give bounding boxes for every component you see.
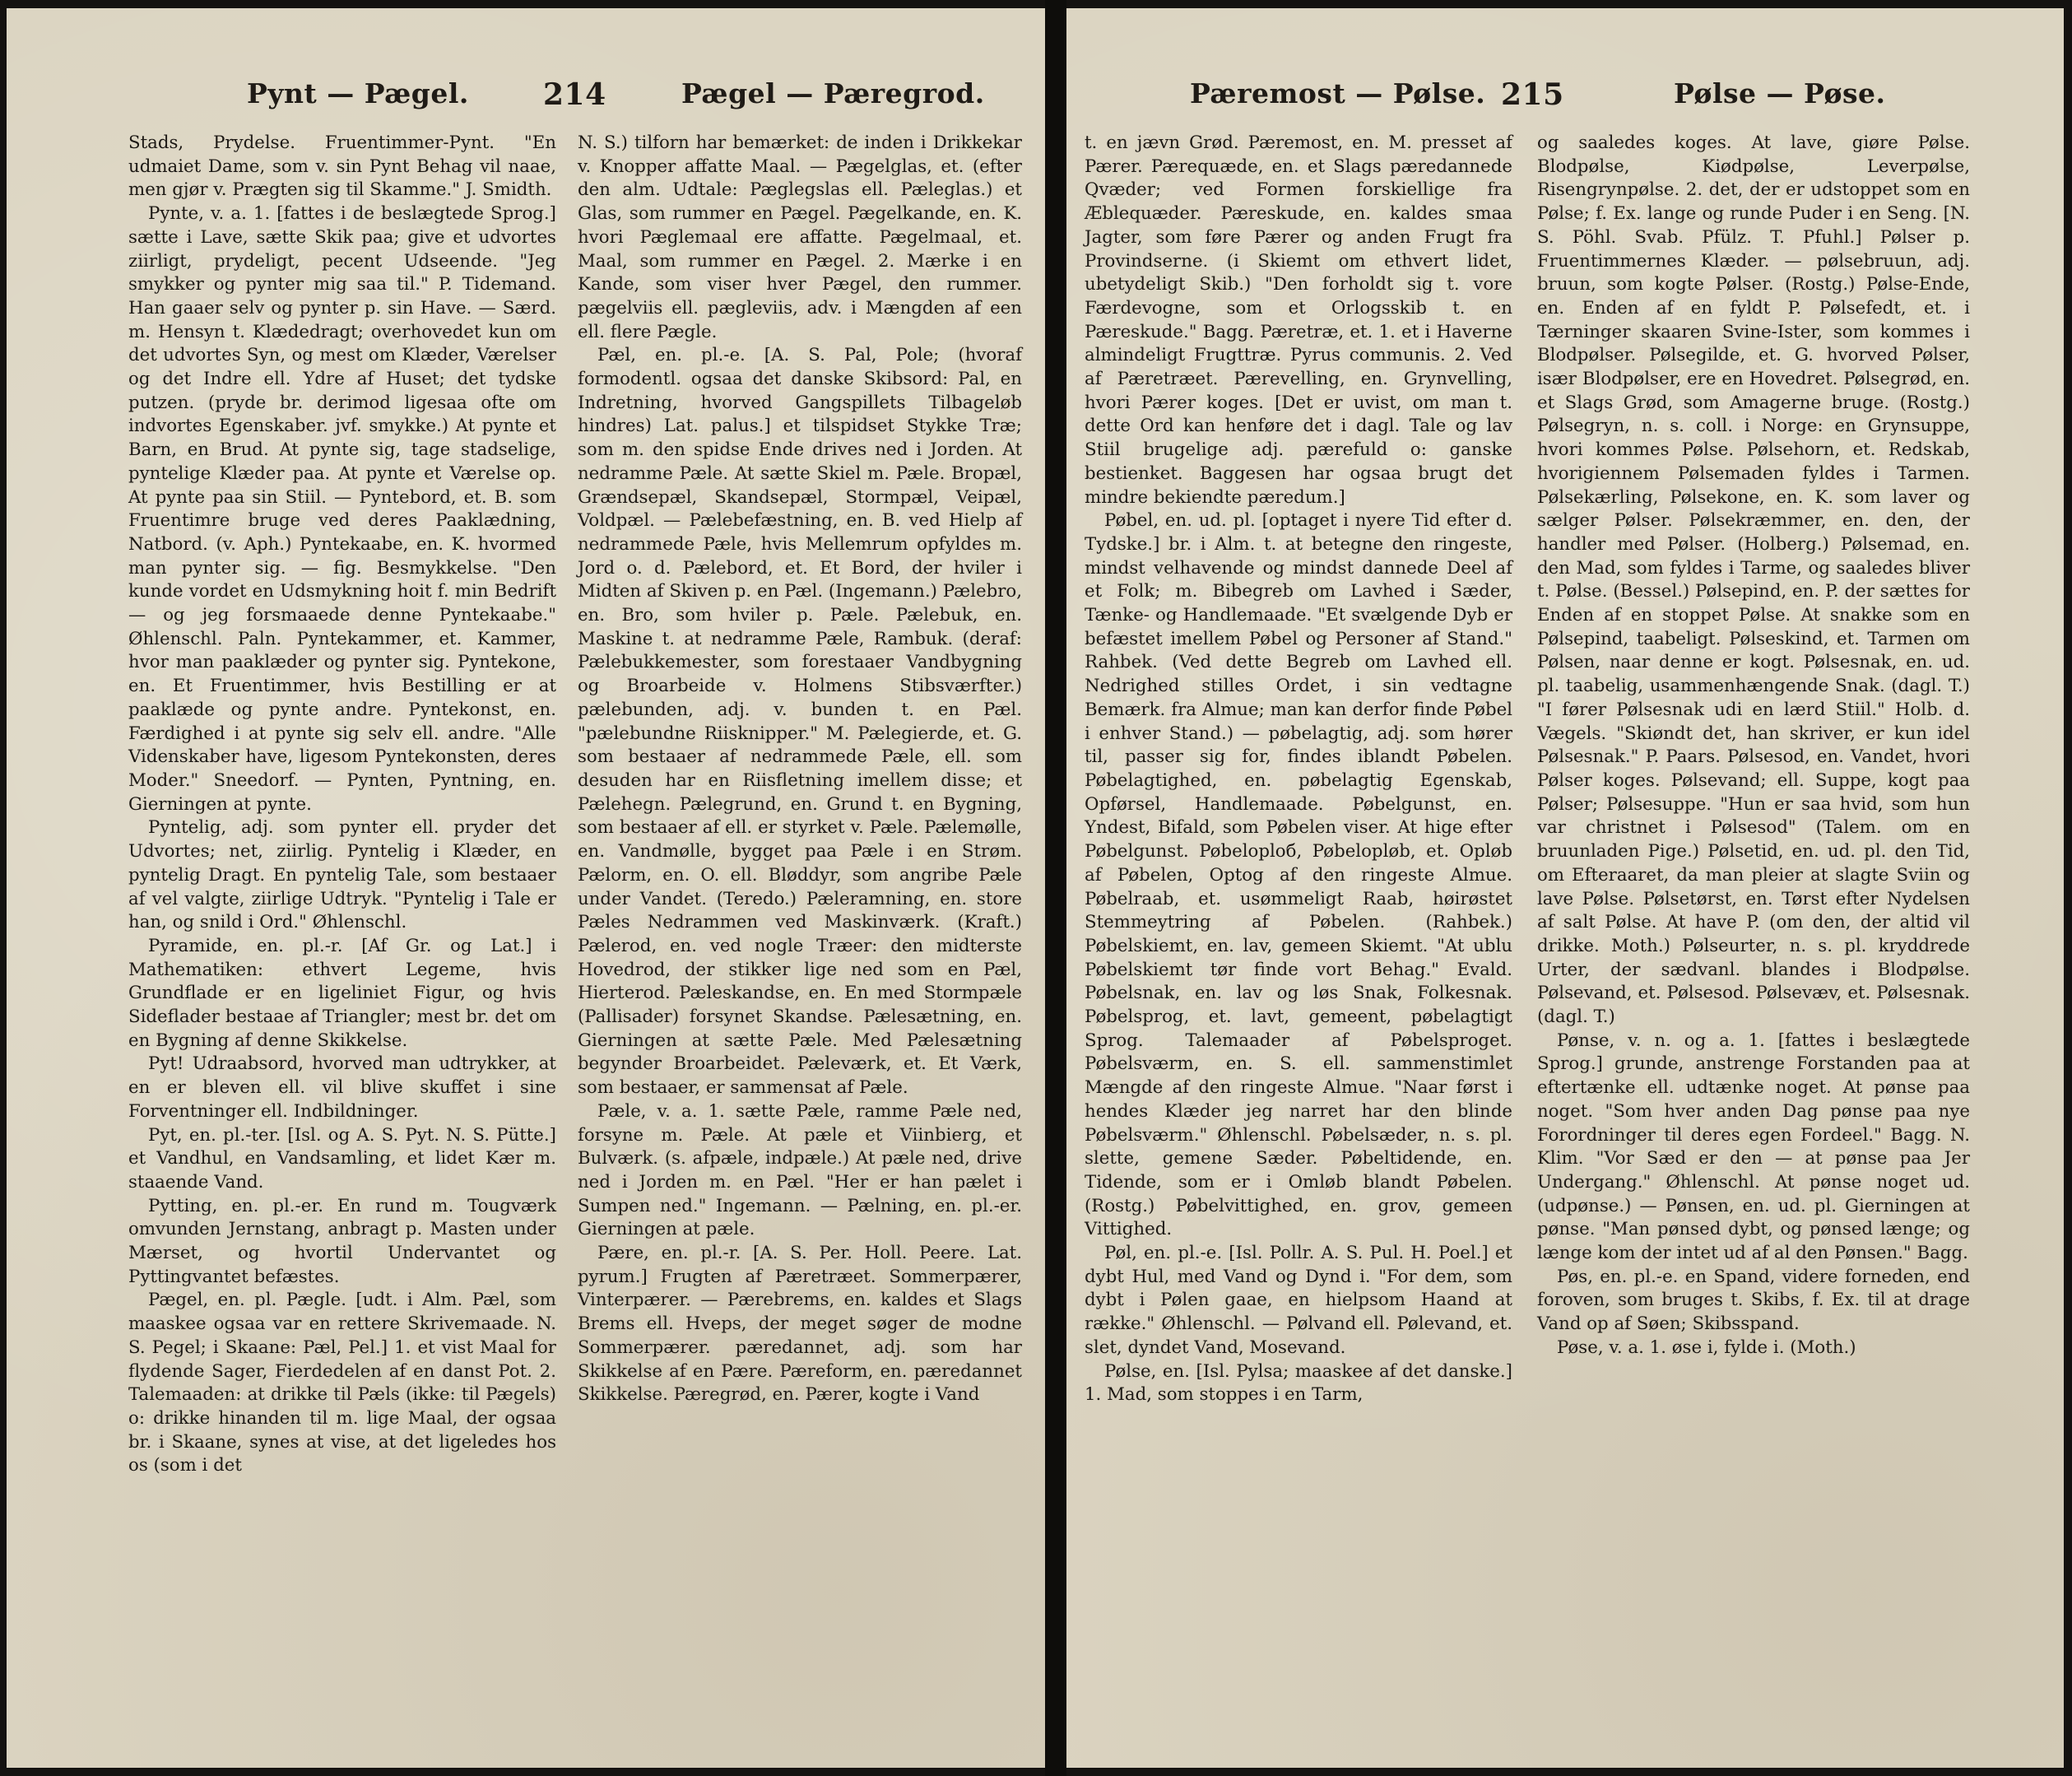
entry-paragraph: Pøbel, en. ud. pl. [optaget i nyere Tid efter d. Tydske.] br. i Alm. t. at betegne den ringeste, mindst velhavende og mindst dannede Deel af et Folk; m. Bibegreb om Lavhed i Sæder, Tænke- og Handlemaade. "Et svælgende Dyb er befæstet imellem Pøbel og Personer af Stand." Rahbek. (Ved dette Begreb om Lavhed ell. Nedrighed stilles Ordet, i sin vedtagne Bemærk. fra Almue; man kan derfor finde Pøbel i enhver Stand.) — pøbelagtig, adj. som hører til, passer sig for, findes iblandt Pøbelen. Pøbelagtighed, en. pøbelagtig Egenskab, Opførsel, Handlemaade. Pøbelgunst, en. Yndest, Bifald, som Pøbelen viser. At hige efter Pøbelgunst. Pøbeloploб, Pøbelopløb, et. Opløb af Pøbelen, Optog af den ringeste Almue. Pøbelraab, et. usømmeligt Raab, høirøstet Stemmeytring af Pøbelen. (Rahbek.) Pøbelskiemt, en. lav, gemeen Skiemt. "At ublu Pøbelskiemt tør finde vort Behag." Evald. Pøbelsnak, en. lav og løs Snak, Folkesnak. Pøbelsprog, et. lavt, gemeent, pøbelagtigt Sprog. Talemaader af Pøbelsproget. Pøbelsværm, en. S. ell. sammenstimlet Mængde af den ringeste Almue. "Naar først i hendes Klæder jeg narret har den blinde Pøbelsværm." Øhlenschl. Pøbelsæder, n. s. pl. slette, gemene Sæder. Pøbeltidende, en. Tidende, som er i Omløb blandt Pøbelen. (Rostg.) Pøbelvittighed, en. grov, gemeen Vittighed.	[1085, 510, 1512, 1240]
entry-paragraph: Pyramide, en. pl.-r. [Af Gr. og Lat.] i Mathematiken: ethvert Legeme, hvis Grundflade er en ligeliniet Figur, og hvis Sideflader bestaae af Triangler; mest br. det om en Bygning af denne Skikkelse.	[128, 935, 556, 1051]
left-page-number: 214	[543, 77, 606, 112]
left-page-header	[7, 66, 1045, 115]
right-running-head: Pølse — Pøse.	[1674, 77, 1886, 109]
entry-paragraph: Pyt, en. pl.-ter. [Isl. og A. S. Pyt. N. S. Pütte.] et Vandhul, en Vandsamling, et lidet Kær m. staaende Vand.	[128, 1124, 556, 1193]
left-column-2	[578, 132, 1022, 1407]
right-column-1	[1085, 132, 1512, 1407]
left-running-head-right: Pægel — Pæregrod.	[681, 77, 985, 109]
right-column-2	[1537, 132, 1970, 1360]
entry-paragraph: Pøs, en. pl.-e. en Spand, videre forneden, end foroven, som bruges t. Skibs, f. Ex. til at drage Vand op af Søen; Skibsspand.	[1537, 1266, 1970, 1335]
entry-paragraph: og saaledes koges. At lave, giøre Pølse. Blodpølse, Kiødpølse, Leverpølse, Risengrynpølse. 2. det, der er udstoppet som en Pølse; f. Ex. lange og runde Puder i en Seng. [N. S. Pöhl. Svab. Pfülz. T. Pfuhl.] Pølser p. Fruentimmernes Klæder. — pølsebruun, adj. bruun, som kogte Pølser. (Rostg.) Pølse-Ende, en. Enden af en fyldt P. Pølsefedt, et. i Tærninger skaaren Svine-Ister, som kommes i Blodpølser. Pølsegilde, et. G. hvorved Pølser, især Blodpølser, ere en Hovedret. Pølsegrød, en. et Slags Grød, som Amagerne bruge. (Rostg.) Pølsegryn, n. s. coll. i Norge: en Grynsuppe, hvori kommes Pølse. Pølsehorn, et. Redskab, hvorigiennem Pølsemaden fyldes i Tarmen. Pølsekærling, Pølsekone, en. K. som laver og sælger Pølser. Pølsekræmmer, en. den, der handler med Pølser. (Holberg.) Pølsemad, en. den Mad, som fyldes i Tarme, og saaledes bliver t. Pølse. (Bessel.) Pølsepind, en. P. der sættes for Enden af en stoppet Pølse. At snakke som en Pølsepind, taabeligt. Pølseskind, et. Tarmen om Pølsen, naar denne er kogt. Pølsesnak, en. ud. pl. taabelig, usammenhængende Snak. (dagl. T.) "I fører Pølsesnak udi en lærd Stiil." Holb. d. Vægels. "Skiøndt det, han skriver, er kun idel Pølsesnak." P. Paars. Pølsesod, en. Vandet, hvori Pølser koges. Pølsevand; ell. Suppe, kogt paa Pølser; Pølsesuppe. "Hun er saa hvid, som hun var christnet i Pølsesod" (Talem. om en bruunladen Pige.) Pølsetid, en. ud. pl. den Tid, om Efteraaret, da man pleier at slagte Sviin og lave Pølse. Pølsetørst, en. Tørst efter Nydelsen af salt Pølse. At have P. (om den, der altid vil drikke. Moth.) Pølseurter, n. s. pl. kryddrede Urter, der sædvanl. blandes i Blodpølse. Pølsevand, et. Pølsesod. Pølsevæv, et. Pølsesnak. (dagl. T.)	[1537, 133, 1970, 1028]
entry-paragraph: Stads, Prydelse. Fruentimmer-Pynt. "En udmaiet Dame, som v. sin Pynt Behag vil naae, men gjør v. Prægten sig til Skamme." J. Smidth.	[128, 133, 556, 201]
left-running-head: Pynt — Pægel.	[247, 77, 469, 109]
entry-paragraph: Pytting, en. pl.-er. En rund m. Tougværk omvunden Jernstang, anbragt p. Masten under Mærset, og hvortil Undervantet og Pyttingvantet befæstes.	[128, 1195, 556, 1287]
entry-paragraph: Pæle, v. a. 1. sætte Pæle, ramme Pæle ned, forsyne m. Pæle. At pæle et Viinbierg, et Bulværk. (s. afpæle, indpæle.) At pæle ned, drive ned i Jorden m. en Pæl. "Her er han pælet i Sumpen ned." Ingemann. — Pælning, en. pl.-er. Gierningen at pæle.	[578, 1100, 1022, 1240]
left-page	[7, 8, 1045, 1768]
right-page-header	[1066, 66, 2064, 115]
entry-paragraph: Pynte, v. a. 1. [fattes i de beslægtede Sprog.] sætte i Lave, sætte Skik paa; give et udvortes ziirligt, prydeligt, pecent Udseende. "Jeg smykker og pynter mig saa til." P. Tidemand. Han gaaer selv og pynter p. sin Have. — Særd. m. Hensyn t. Klædedragt; overhovedet kun om det udvortes Syn, og mest om Klæder, Værelser og det Indre ell. Ydre af Huset; det tydske putzen. (pryde br. derimod ligesaa ofte om indvortes Egenskaber. jvf. smykke.) At pynte et Barn, en Brud. At pynte sig, tage stadselige, pyntelige Klæder paa. At pynte et Værelse op. At pynte paa sin Stiil. — Pyntebord, et. B. som Fruentimre bruge ved deres Paaklædning, Natbord. (v. Aph.) Pyntekaabe, en. K. hvormed man pynter sig. — fig. Besmykkelse. "Den kunde vordet en Udsmykning hoit f. min Bedrift — og jeg forsmaaede denne Pyntekaabe." Øhlenschl. Paln. Pyntekammer, et. Kammer, hvor man paaklæder og pynter sig. Pyntekone, en. Et Fruentimmer, hvis Bestilling er at paaklæde og pynte andre. Pyntekonst, en. Færdighed i at pynte sig selv ell. andre. "Alle Videnskaber have, ligesom Pyntekonsten, deres Moder." Sneedorf. — Pynten, Pyntning, en. Gierningen at pynte.	[128, 203, 556, 815]
entry-paragraph: Pøse, v. a. 1. øse i, fylde i. (Moth.)	[1557, 1337, 1856, 1358]
left-column-1	[128, 132, 556, 1478]
entry-paragraph: Pæl, en. pl.-e. [A. S. Pal, Pole; (hvoraf formodentl. ogsaa det danske Skibsord: Pal, en Indretning, hvorved Gangspillets Tilbageløb hindres) Lat. palus.] et tilspidset Stykke Træ; som m. den spidse Ende drives ned i Jorden. At nedramme Pæle. At sætte Skiel m. Pæle. Bropæl, Grændsepæl, Skandsepæl, Stormpæl, Veipæl, Voldpæl. — Pælebefæstning, en. B. ved Hielp af nedrammede Pæle, hvis Mellemrum opfyldes m. Jord o. d. Pælebord, et. Et Bord, der hviler i Midten af Skiven p. en Pæl. (Ingemann.) Pælebro, en. Bro, som hviler p. Pæle. Pælebuk, en. Maskine t. at nedramme Pæle, Rambuk. (deraf: Pælebukkemester, som forestaaer Vandbygning og Broarbeide v. Holmens Stibsværfter.) pælebunden, adj. v. bunden t. en Pæl. "pælebundne Riisknipper." M. Pælegierde, et. G. som bestaaer af nedrammede Pæle, ell. som desuden har en Riisfletning imellem disse; et Pælehegn. Pælegrund, en. Grund t. en Bygning, som bestaaer af ell. er styrket v. Pæle. Pælemølle, en. Vandmølle, bygget paa Pæle i en Strøm. Pælorm, en. O. ell. Bløddyr, som angribe Pæle under Vandet. (Teredo.) Pæleramning, en. store Pæles Nedrammen ved Maskinværk. (Kraft.) Pælerod, en. ved nogle Træer: den midterste Hovedrod, der stikker lige ned som en Pæl, Hierterod. Pæleskandse, en. En med Stormpæle (Pallisader) forsynet Skandse. Pælesætning, en. Gierningen at sætte Pæle. Med Pælesætning begynder Broarbeidet. Pæleværk, et. Et Værk, som bestaaer, er sammensat af Pæle.	[578, 345, 1022, 1099]
book-gutter	[1045, 0, 1066, 1776]
entry-paragraph: Pyntelig, adj. som pynter ell. pryder det Udvortes; net, ziirlig. Pyntelig i Klæder, en pyntelig Dragt. En pyntelig Tale, som bestaaer af vel valgte, ziirlige Udtryk. "Pyntelig i Tale er han, og snild i Ord." Øhlenschl.	[128, 817, 556, 933]
entry-paragraph: Pøl, en. pl.-e. [Isl. Pollr. A. S. Pul. H. Poel.] et dybt Hul, med Vand og Dynd i. "For dem, som dybt i Pølen gaae, en hielpsom Haand at række." Øhlenschl. — Pølvand ell. Pølevand, et. slet, dyndet Vand, Mosevand.	[1085, 1243, 1512, 1358]
right-page	[1066, 8, 2064, 1768]
entry-paragraph: N. S.) tilforn har bemærket: de inden i Drikkekar v. Knopper affatte Maal. — Pægelglas, et. (efter den alm. Udtale: Pæglegslas ell. Pæleglas.) et Glas, som rummer en Pægel. Pægelkande, en. K. hvori Pæglemaal ere affatte. Pægelmaal, et. Maal, som rummer en Pægel. 2. Mærke i en Kande, som viser hver Pægel, den rummer. pægelviis ell. pægleviis, adv. i Mængden af een ell. flere Pægle.	[578, 133, 1022, 342]
entry-paragraph: Pægel, en. pl. Pægle. [udt. i Alm. Pæl, som maaskee ogsaa var en rettere Skrivemaade. N. S. Pegel; i Skaane: Pæl, Pel.] 1. et vist Maal for flydende Sager, Fierdedelen af en danst Pot. 2. Talemaaden: at drikke til Pæls (ikke: til Pægels) o: drikke hinanden til m. lige Maal, der ogsaa br. i Skaane, synes at vise, at det ligeledes hos os (som i det	[128, 1290, 556, 1476]
entry-paragraph: Pære, en. pl.-r. [A. S. Per. Holl. Peere. Lat. pyrum.] Frugten af Pæretræet. Sommerpærer, Vinterpærer. — Pærebrems, en. kaldes et Slags Brems ell. Hveps, der meget søger de modne Sommerpærer. pæredannet, adj. som har Skikkelse af en Pære. Pæreform, en. pæredannet Skikkelse. Pæregrød, en. Pærer, kogte i Vand	[578, 1243, 1022, 1406]
entry-paragraph: Pyt! Udraabsord, hvorved man udtrykker, at en er bleven ell. vil blive skuffet i sine Forventninger ell. Indbildninger.	[128, 1053, 556, 1122]
entry-paragraph: Pønse, v. n. og a. 1. [fattes i beslægtede Sprog.] grunde, anstrenge Forstanden paa at eftertænke ell. udtænke noget. At pønse paa noget. "Som hver anden Dag pønse paa nye Forordninger til deres egen Fordeel." Bagg. N. Klim. "Vor Sæd er den — at pønse paa Jer Undergang." Øhlenschl. At pønse noget ud. (udpønse.) — Pønsen, en. ud. pl. Gierningen at pønse. "Man pønsed dybt, og pønsed længe; og længe kom der intet ud af al den Pønsen." Bagg.	[1537, 1030, 1970, 1264]
entry-paragraph: Pølse, en. [Isl. Pylsa; maaskee af det danske.] 1. Mad, som stoppes i en Tarm,	[1085, 1360, 1512, 1406]
right-page-number: 215	[1501, 77, 1564, 112]
right-running-head-left: Pæremost — Pølse.	[1190, 77, 1486, 109]
entry-paragraph: t. en jævn Grød. Pæremost, en. M. presset af Pærer. Pærequæde, en. et Slags pæredannede Qvæder; ved Formen forskiellige fra Æblequæder. Pæreskude, en. kaldes smaa Jagter, som føre Pærer og anden Frugt fra Provindserne. (i Skiemt om ethvert lidet, ubetydeligt Skib.) "Den forholdt sig t. vore Færdevogne, som et Orlogsskib t. en Pæreskude." Bagg. Pæretræ, et. 1. et i Haverne almindeligt Frugttræ. Pyrus communis. 2. Ved af Pæretræet. Pærevelling, en. Grynvelling, hvori Pærer koges. [Det er uvist, om man t. dette Ord kan henføre det i dagl. Tale og lav Stiil brugelige adj. pærefuld o: ganske bestienket. Baggesen har ogsaa brugt det mindre bekiendte pæredum.]	[1085, 133, 1512, 508]
